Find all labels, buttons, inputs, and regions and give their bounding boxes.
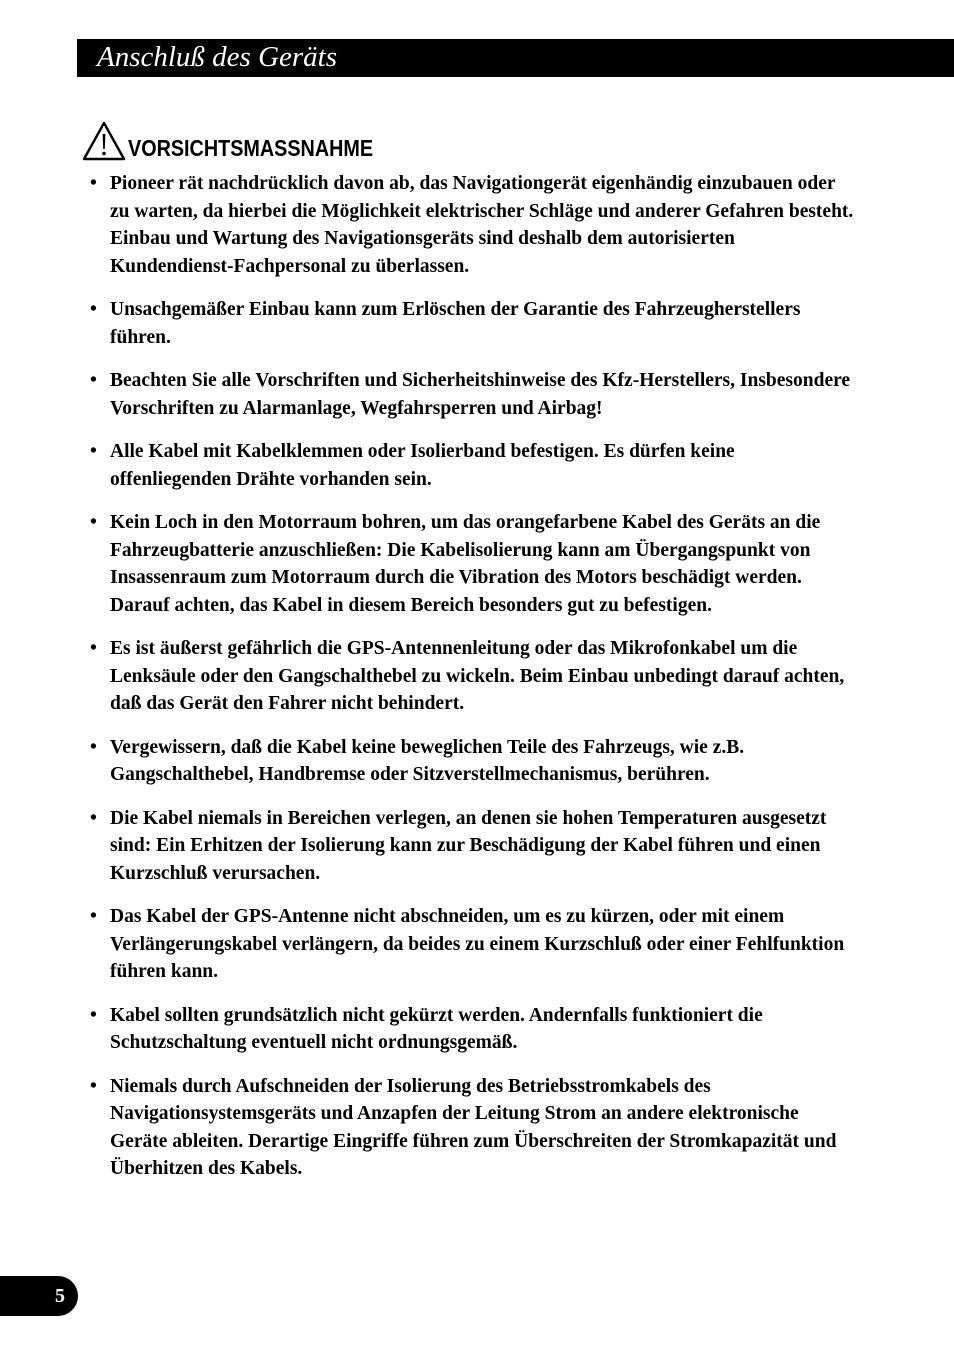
bullet-icon: • xyxy=(90,736,97,758)
list-item xyxy=(90,1073,856,1183)
caution-heading xyxy=(82,117,413,161)
list-item-text: Das Kabel der GPS-Antenne nicht abschneiden, um es zu kürzen, oder mit einem Verlängerungskabel verlängern, da beides zu einem Kurzschluß oder einer Fehlfunktion führen kann. xyxy=(110,906,845,982)
list-item-text: Vergewissern, daß die Kabel keine beweglichen Teile des Fahrzeugs, wie z.B. Gangschalthebel, Handbremse oder Sitzverstellmechanismus, berühren. xyxy=(110,736,745,785)
list-item-text: Pioneer rät nachdrücklich davon ab, das Navigationgerät eigenhändig einzubauen oder zu warten, da hierbei die Möglichkeit elektrischer Schläge und anderer Gefahren besteht. Einbau und Wartung des Navigationsgeräts sind deshalb dem autorisierten Kundendienst-Fachpersonal zu überlassen. xyxy=(110,173,854,277)
section-header-bar xyxy=(77,39,954,77)
list-item-text: Es ist äußerst gefährlich die GPS-Antennenleitung oder das Mikrofonkabel um die Lenksäule oder den Gangschalthebel zu wickeln. Beim Einbau unbedingt darauf achten, daß das Gerät den Fahrer nicht behindert. xyxy=(110,638,845,714)
list-item xyxy=(90,170,856,280)
bullet-icon: • xyxy=(90,807,97,829)
list-item xyxy=(90,805,856,888)
list-item xyxy=(90,438,856,493)
bullet-icon: • xyxy=(90,638,97,659)
bullet-icon: • xyxy=(90,173,97,194)
list-item-text: Niemals durch Aufschneiden der Isolierung des Betriebsstromkabels des Navigationsystemsgeräts und Anzapfen der Leitung Strom an andere elektronische Geräte ableiten. Derartige Eingriffe führen zum Überschreiten der Stromkapazität und Überhitzen des Kabels. xyxy=(110,1075,837,1179)
list-item xyxy=(90,635,856,718)
list-item-text: Unsachgemäßer Einbau kann zum Erlöschen der Garantie des Fahrzeugherstellers führen. xyxy=(110,299,801,348)
bullet-icon: • xyxy=(90,1004,97,1026)
bullet-icon: • xyxy=(90,906,97,927)
caution-title: VORSICHTSMASSNAHME xyxy=(128,135,374,161)
bullet-icon: • xyxy=(90,299,97,320)
bullet-icon: • xyxy=(90,370,97,391)
list-item xyxy=(90,903,856,986)
list-item xyxy=(90,296,856,351)
list-item-text: Die Kabel niemals in Bereichen verlegen, an denen sie hohen Temperaturen ausgesetzt sind: Ein Erhitzen der Isolierung kann zur Beschädigung der Kabel führen und einen Kurzschluß verursachen. xyxy=(110,807,827,884)
warning-triangle-icon xyxy=(82,121,126,161)
list-item xyxy=(90,367,856,422)
bullet-icon: • xyxy=(90,1075,97,1097)
page-number-tab xyxy=(0,1276,78,1316)
list-item-text: Kein Loch in den Motorraum bohren, um das orangefarbene Kabel des Geräts an die Fahrzeugbatterie anzuschließen: Die Kabelisolierung kann am Übergangspunkt von Insassenraum zum Motorraum durch die Vibration des Motors beschädigt werden. Darauf achten, das Kabel in diesem Bereich besonders gut zu befestigen. xyxy=(110,512,821,616)
list-item-text: Alle Kabel mit Kabelklemmen oder Isolierband befestigen. Es dürfen keine offenliegenden Drähte vorhanden sein. xyxy=(110,441,735,490)
bullet-icon: • xyxy=(90,441,97,462)
section-title: Anschluß des Geräts xyxy=(97,41,338,73)
list-item xyxy=(90,509,856,619)
precaution-list xyxy=(90,170,856,1199)
list-item xyxy=(90,1002,856,1057)
bullet-icon: • xyxy=(90,512,97,533)
list-item-text: Kabel sollten grundsätzlich nicht gekürzt werden. Andernfalls funktioniert die Schutzschaltung eventuell nicht ordnungsgemäß. xyxy=(110,1004,763,1053)
page-number: 5 xyxy=(55,1285,65,1307)
list-item-text: Beachten Sie alle Vorschriften und Sicherheitshinweise des Kfz-Herstellers, Insbesondere Vorschriften zu Alarmanlage, Wegfahrsperren und Airbag! xyxy=(110,370,851,419)
list-item xyxy=(90,734,856,789)
